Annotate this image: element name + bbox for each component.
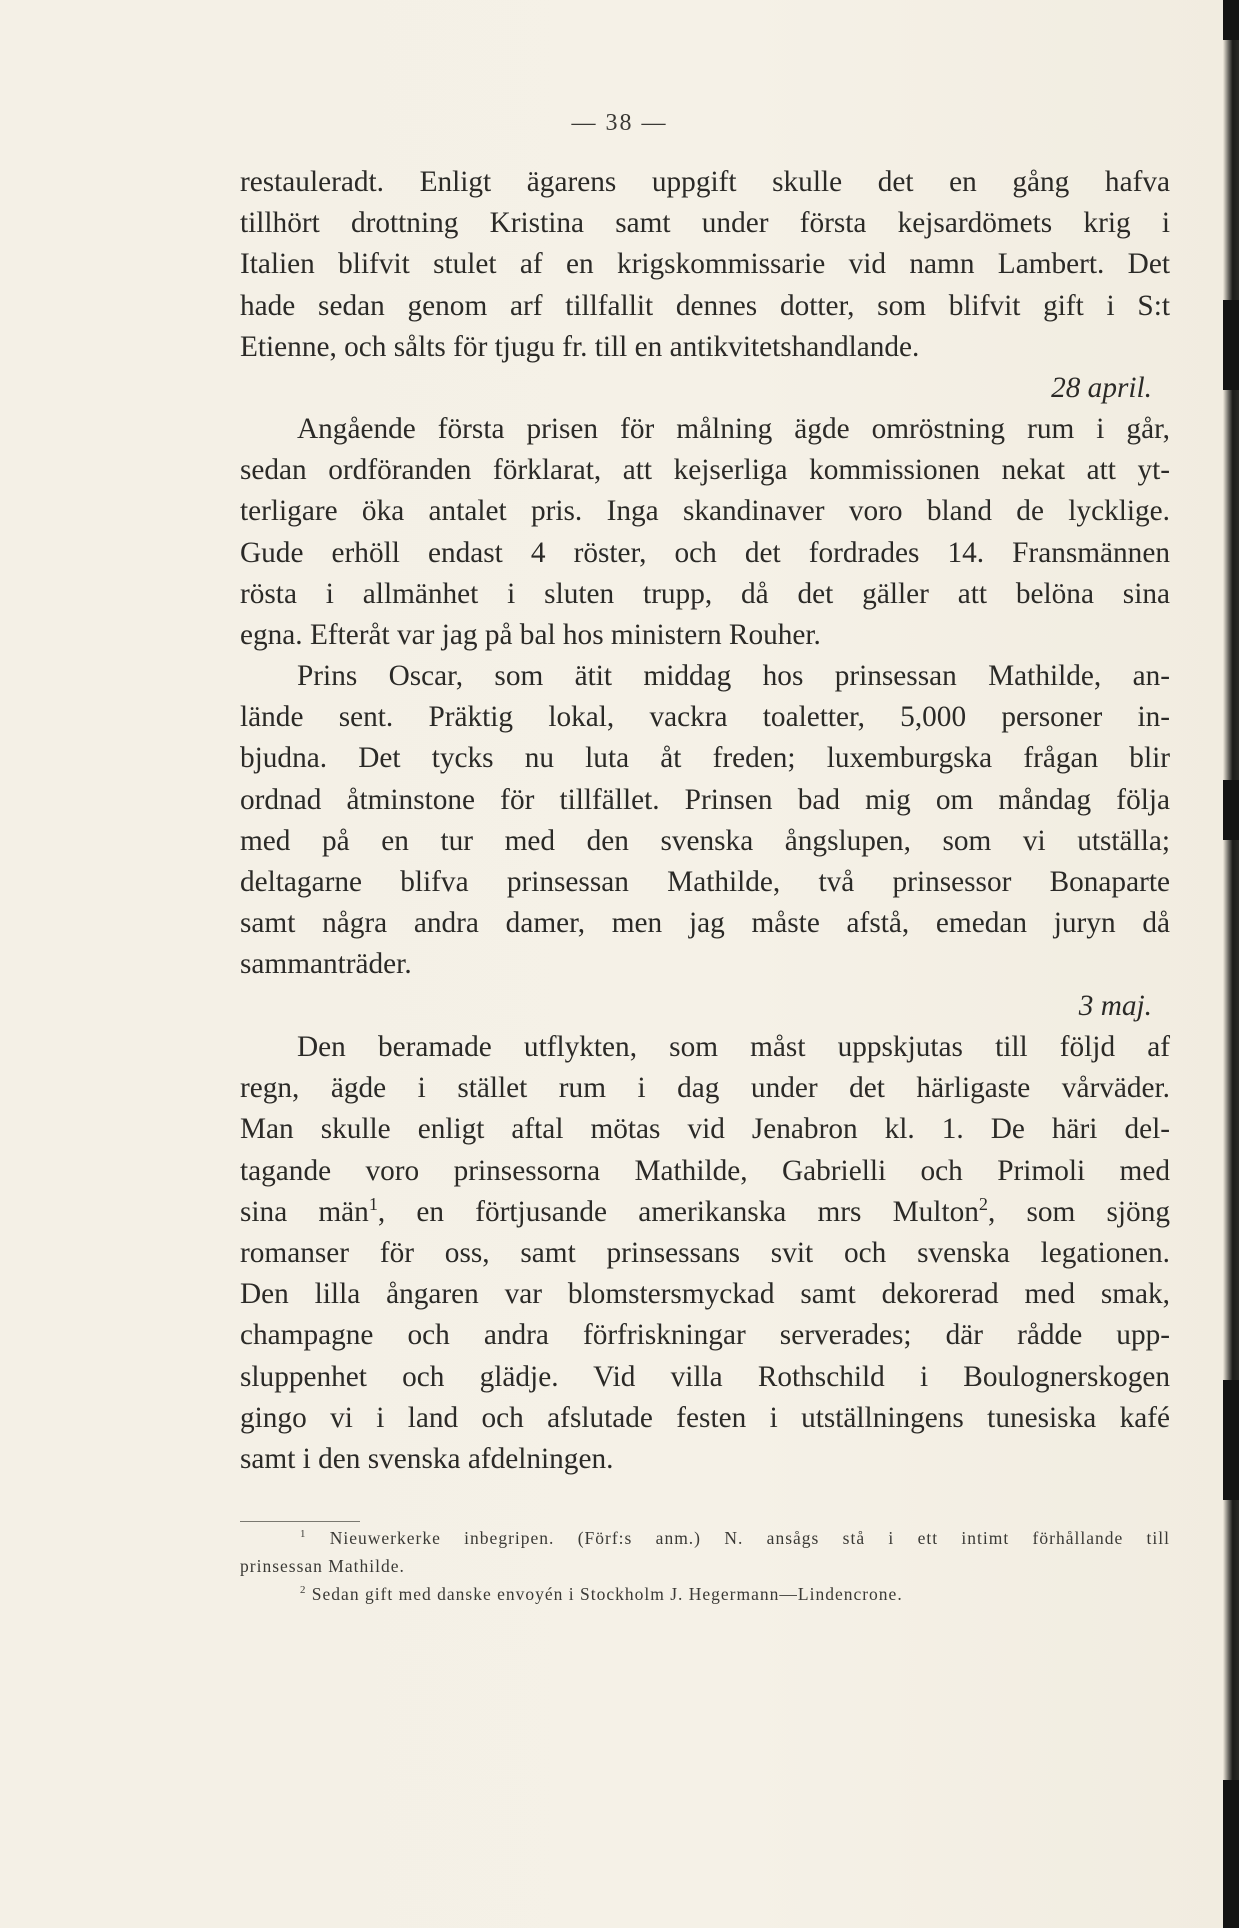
footnote-2 [240,1580,1170,1608]
text-line: samt några andra damer, men jag måste afstå, emedan juryn då [240,907,1170,940]
text-line: Italien blifvit stulet af en krigskommissarie vid namn Lambert. Det [240,248,1170,281]
text-line: romanser för oss, samt prinsessans svit och svenska legationen. [240,1236,1170,1269]
footnote-divider [240,1521,360,1522]
text-line: Angående första prisen för målning ägde omröstning rum i går, [297,413,1170,445]
text-line-with-footnotes [240,1192,1170,1233]
text-line: sluppenhet och glädje. Vid villa Rothschild i Boulognerskogen [240,1360,1170,1393]
footnote-marker: 2 [300,1584,307,1597]
text-line: hade sedan genom arf tillfallit dennes dotter, som blifvit gift i S:t [240,289,1170,322]
text-line: gingo vi i land och afslutade festen i utställningens tunesiska kafé [240,1401,1170,1434]
footnote-text: prinsessan Mathilde. [240,1556,405,1576]
text-line: terligare öka antalet pris. Inga skandinaver voro bland de lycklige. [240,495,1170,528]
text-fragment: sina män [240,1195,369,1228]
date-heading: 3 maj. [1078,989,1152,1022]
text-line: Prins Oscar, som ätit middag hos prinsessan Mathilde, an- [297,660,1170,692]
paragraph [240,409,1170,656]
date-heading: 28 april. [1051,371,1152,404]
footnote-text: Sedan gift med danske envoyén i Stockholm J. Hegermann—Lindencrone. [311,1584,903,1604]
paragraph-continuation [240,162,1170,409]
page-edge-shadow [1223,0,1239,1928]
text-line: regn, ägde i stället rum i dag under det härligaste vårväder. [240,1072,1170,1105]
text-line: Gude erhöll endast 4 röster, och det fordrades 14. Fransmännen [240,536,1170,569]
text-fragment: , en förtjusande amerikanska mrs Multon [377,1195,979,1228]
text-line: tagande voro prinsessorna Mathilde, Gabrielli och Primoli med [240,1154,1170,1187]
footnote-marker: 1 [300,1528,307,1541]
text-line: Etienne, och sålts för tjugu fr. till en antikvitetshandlande. [240,330,920,363]
footnotes [240,1524,1170,1608]
text-line: tillhört drottning Kristina samt under första kejsardömets krig i [240,207,1170,240]
footnote-text: Nieuwerkerke inbegripen. (Förf:s anm.) N. ansågs stå i ett intimt förhållande till [329,1528,1170,1548]
text-line: Man skulle enligt aftal mötas vid Jenabron kl. 1. De häri del- [240,1113,1170,1146]
text-line: med på en tur med den svenska ångslupen, som vi utställa; [240,824,1170,857]
text-line: restauleradt. Enligt ägarens uppgift skulle det en gång hafva [240,166,1170,198]
text-line: Den lilla ångaren var blomstersmyckad samt dekorerad med smak, [240,1278,1170,1311]
text-line: sedan ordföranden förklarat, att kejserliga kommissionen nekat att yt- [240,454,1170,487]
text-line: champagne och andra förfriskningar serverades; där rådde upp- [240,1319,1170,1352]
footnote-marker: 2 [978,1193,988,1214]
footnote-1 [240,1524,1170,1552]
text-line: sammanträder. [240,948,412,981]
text-line: deltagarne blifva prinsessan Mathilde, två prinsessor Bonaparte [240,865,1170,898]
paragraph [240,656,1170,1027]
text-line: Den beramade utflykten, som måst uppskjutas till följd af [297,1031,1170,1063]
paragraph [240,1027,1170,1480]
text-line: egna. Efteråt var jag på bal hos ministern Rouher. [240,618,821,651]
text-line: samt i den svenska afdelningen. [240,1442,614,1475]
text-fragment: , som sjöng [987,1195,1170,1228]
footnote-marker: 1 [368,1193,378,1214]
text-line: rösta i allmänhet i sluten trupp, då det gäller att belöna sina [240,577,1170,610]
page-number: — 38 — [571,110,668,136]
text-line: ordnad åtminstone för tillfället. Prinsen bad mig om måndag följa [240,783,1170,816]
text-line: lände sent. Präktig lokal, vackra toaletter, 5,000 personer in- [240,701,1170,734]
text-line: bjudna. Det tycks nu luta åt freden; luxemburgska frågan blir [240,742,1170,775]
